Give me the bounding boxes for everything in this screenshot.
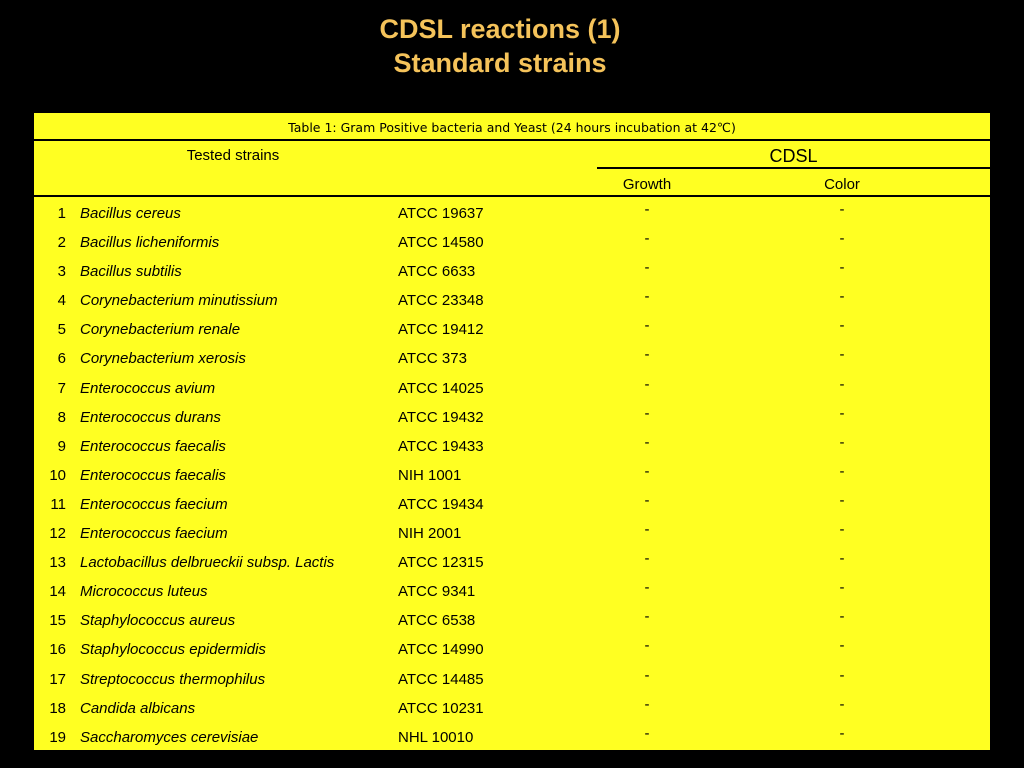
slide-title-line-2: Standard strains bbox=[393, 48, 607, 78]
growth-result: - bbox=[644, 695, 650, 713]
strain-collection-id: ATCC 373 bbox=[398, 350, 467, 368]
strain-name: Bacillus licheniformis bbox=[80, 234, 220, 252]
growth-result: - bbox=[644, 637, 650, 655]
strain-name: Lactobacillus delbrueckii subsp. Lactis bbox=[80, 554, 335, 572]
table-row bbox=[34, 286, 990, 315]
header-divider bbox=[597, 167, 990, 169]
strain-collection-id: NHL 10010 bbox=[398, 728, 474, 746]
strain-collection-id: ATCC 9341 bbox=[398, 583, 476, 601]
table-row bbox=[34, 606, 990, 635]
row-number: 15 bbox=[49, 612, 66, 630]
slide-title bbox=[0, 12, 1000, 80]
table-row bbox=[34, 344, 990, 373]
strain-collection-id: ATCC 14580 bbox=[398, 234, 484, 252]
strain-collection-id: ATCC 12315 bbox=[398, 554, 484, 572]
row-number: 10 bbox=[49, 466, 66, 484]
growth-result: - bbox=[644, 462, 650, 480]
color-result: - bbox=[839, 317, 845, 335]
row-number: 18 bbox=[49, 699, 66, 717]
growth-result: - bbox=[644, 608, 650, 626]
growth-result: - bbox=[644, 346, 650, 364]
strain-name: Enterococcus avium bbox=[80, 379, 216, 397]
table-row bbox=[34, 577, 990, 606]
growth-result: - bbox=[644, 491, 650, 509]
strain-name: Corynebacterium minutissium bbox=[80, 292, 278, 310]
growth-result: - bbox=[644, 579, 650, 597]
row-number: 16 bbox=[49, 641, 66, 659]
color-result: - bbox=[839, 608, 845, 626]
strain-collection-id: ATCC 6633 bbox=[398, 263, 476, 281]
growth-result: - bbox=[644, 288, 650, 306]
table-row bbox=[34, 199, 990, 228]
table-row bbox=[34, 490, 990, 519]
slide-title-line-1: CDSL reactions (1) bbox=[379, 14, 621, 44]
strain-name: Streptococcus thermophilus bbox=[80, 670, 266, 688]
strain-name: Corynebacterium xerosis bbox=[80, 350, 246, 368]
color-result: - bbox=[839, 404, 845, 422]
row-number: 3 bbox=[57, 263, 66, 281]
growth-result: - bbox=[644, 201, 650, 218]
row-number: 1 bbox=[57, 205, 66, 222]
color-result: - bbox=[839, 259, 845, 277]
strain-collection-id: NIH 2001 bbox=[398, 525, 462, 543]
color-result: - bbox=[839, 433, 845, 451]
color-result: - bbox=[839, 579, 845, 597]
row-number: 6 bbox=[57, 350, 66, 368]
row-number: 7 bbox=[57, 379, 66, 397]
color-result: - bbox=[839, 201, 845, 218]
table-row bbox=[34, 461, 990, 490]
strains-table bbox=[34, 111, 990, 750]
strain-name: Bacillus cereus bbox=[80, 205, 181, 222]
table-caption: Table 1: Gram Positive bacteria and Yeast (24 hours incubation at 42℃) bbox=[34, 111, 990, 141]
strain-name: Candida albicans bbox=[80, 699, 196, 717]
row-number: 5 bbox=[57, 321, 66, 339]
strain-name: Enterococcus faecium bbox=[80, 525, 228, 543]
table-row bbox=[34, 519, 990, 548]
row-number: 8 bbox=[57, 408, 66, 426]
table-row bbox=[34, 403, 990, 432]
strain-name: Staphylococcus epidermidis bbox=[80, 641, 266, 659]
growth-result: - bbox=[644, 317, 650, 335]
table-row bbox=[34, 694, 990, 723]
strain-collection-id: ATCC 10231 bbox=[398, 699, 484, 717]
header-bottom-divider bbox=[34, 195, 990, 197]
table-row bbox=[34, 257, 990, 286]
strain-name: Bacillus subtilis bbox=[80, 263, 182, 281]
table-row bbox=[34, 665, 990, 694]
strain-name: Enterococcus faecalis bbox=[80, 437, 226, 455]
growth-result: - bbox=[644, 375, 650, 393]
row-number: 12 bbox=[49, 525, 66, 543]
strain-collection-id: ATCC 19412 bbox=[398, 321, 484, 339]
header-tested-strains: Tested strains bbox=[186, 147, 280, 164]
table-row bbox=[34, 315, 990, 344]
color-result: - bbox=[839, 491, 845, 509]
row-number: 2 bbox=[57, 234, 66, 252]
strain-collection-id: ATCC 14485 bbox=[398, 670, 484, 688]
row-number: 9 bbox=[57, 437, 66, 455]
strain-name: Micrococcus luteus bbox=[80, 583, 208, 601]
table-row bbox=[34, 548, 990, 577]
growth-result: - bbox=[644, 433, 650, 451]
color-result: - bbox=[839, 695, 845, 713]
growth-result: - bbox=[644, 724, 650, 742]
color-result: - bbox=[839, 666, 845, 684]
strain-name: Enterococcus faecalis bbox=[80, 466, 226, 484]
header-growth: Growth bbox=[622, 176, 672, 193]
row-number: 13 bbox=[49, 554, 66, 572]
color-result: - bbox=[839, 637, 845, 655]
strain-collection-id: ATCC 23348 bbox=[398, 292, 484, 310]
table-row bbox=[34, 635, 990, 664]
header-cdsl: CDSL bbox=[769, 146, 818, 166]
header-color: Color bbox=[824, 176, 860, 193]
table-row bbox=[34, 228, 990, 257]
strain-collection-id: ATCC 19434 bbox=[398, 495, 484, 513]
color-result: - bbox=[839, 288, 845, 306]
strain-collection-id: NIH 1001 bbox=[398, 466, 462, 484]
growth-result: - bbox=[644, 550, 650, 568]
growth-result: - bbox=[644, 259, 650, 277]
color-result: - bbox=[839, 724, 845, 742]
strain-name: Corynebacterium renale bbox=[80, 321, 241, 339]
growth-result: - bbox=[644, 404, 650, 422]
strain-name: Enterococcus durans bbox=[80, 408, 221, 426]
row-number: 17 bbox=[49, 670, 66, 688]
color-result: - bbox=[839, 346, 845, 364]
table-body bbox=[34, 199, 990, 752]
growth-result: - bbox=[644, 666, 650, 684]
strain-name: Staphylococcus aureus bbox=[80, 612, 236, 630]
growth-result: - bbox=[644, 521, 650, 539]
strain-collection-id: ATCC 19637 bbox=[398, 205, 484, 222]
strain-collection-id: ATCC 6538 bbox=[398, 612, 476, 630]
row-number: 14 bbox=[49, 583, 66, 601]
row-number: 4 bbox=[57, 292, 66, 310]
strain-name: Enterococcus faecium bbox=[80, 495, 228, 513]
color-result: - bbox=[839, 230, 845, 248]
row-number: 19 bbox=[49, 728, 66, 746]
row-number: 11 bbox=[50, 495, 66, 513]
table-row bbox=[34, 723, 990, 752]
table-row bbox=[34, 374, 990, 403]
color-result: - bbox=[839, 550, 845, 568]
color-result: - bbox=[839, 462, 845, 480]
growth-result: - bbox=[644, 230, 650, 248]
strain-collection-id: ATCC 19432 bbox=[398, 408, 484, 426]
strain-name: Saccharomyces cerevisiae bbox=[80, 728, 259, 746]
strain-collection-id: ATCC 19433 bbox=[398, 437, 484, 455]
table-row bbox=[34, 432, 990, 461]
color-result: - bbox=[839, 375, 845, 393]
strain-collection-id: ATCC 14025 bbox=[398, 379, 484, 397]
color-result: - bbox=[839, 521, 845, 539]
strain-collection-id: ATCC 14990 bbox=[398, 641, 484, 659]
